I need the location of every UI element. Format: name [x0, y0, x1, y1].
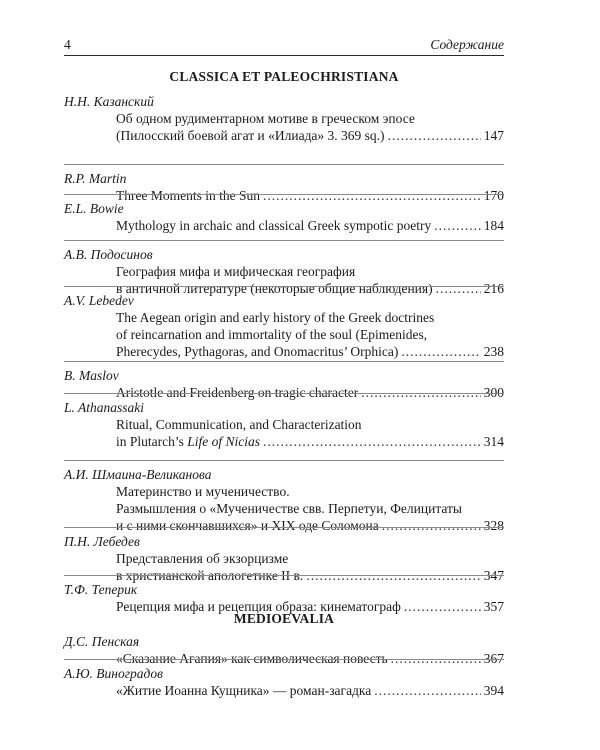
entry-page-number[interactable]: 238 [483, 344, 504, 359]
entry-title-line: The Aegean origin and early history of the Greek doctrines [116, 310, 435, 325]
entry-title-line: Размышления о «Мученичестве свв. Перпетуи, Фелицитаты [116, 501, 462, 516]
toc-entry[interactable] [64, 665, 504, 699]
entry-author: Д.С. Пенская [64, 634, 140, 649]
entry-author: A.V. Lebedev [64, 293, 134, 308]
entry-page-number[interactable]: 314 [483, 434, 504, 449]
entry-author: E.L. Bowie [64, 201, 124, 216]
entry-title-line-text: Рецепция мифа и рецепция образа: кинематограф [116, 599, 401, 614]
toc-entry[interactable] [64, 533, 504, 584]
toc-entry[interactable] [64, 633, 504, 667]
section-title: CLASSICA ET PALEOCHRISTIANA [169, 69, 399, 84]
entry-author: L. Athanassaki [64, 400, 145, 415]
entry-page-number[interactable]: 170 [483, 188, 504, 203]
entry-author: А.Ю. Виноградов [64, 666, 163, 681]
entry-title-line-text: Aristotle and Freidenberg on tragic character [116, 385, 359, 400]
entry-title-line-text: «Сказание Агапия» как символическая повесть [116, 651, 388, 666]
page-header [64, 37, 504, 55]
entry-page-number[interactable]: 394 [483, 683, 504, 698]
toc-entry[interactable] [64, 367, 504, 401]
entry-title-text [116, 127, 385, 144]
entry-author: П.Н. Лебедев [64, 534, 140, 549]
entry-page-number[interactable]: 300 [483, 385, 504, 400]
entry-author: Н.Н. Казанский [64, 94, 154, 109]
entry-author: А.И. Шмаина-Великанова [64, 467, 212, 482]
entry-title-line-text: Three Moments in the Sun [116, 188, 260, 203]
entry-title-line: of reincarnation and immortality of the soul (Epimenides, [116, 327, 428, 342]
entry-page-number[interactable]: 357 [483, 599, 504, 614]
entry-title-line-text: в античной литературе (некоторые общие наблюдения) [116, 281, 433, 296]
entry-title-line: Представления об экзорцизме [116, 551, 289, 566]
entry-author: B. Maslov [64, 368, 119, 383]
entry-title-line-text: и с ними скончавшихся» и XIX оде Соломона [116, 518, 379, 533]
entry-page-number[interactable]: 184 [483, 218, 504, 233]
entry-title-text [116, 217, 431, 234]
toc-entry[interactable] [64, 581, 504, 615]
entry-page-number[interactable]: 367 [483, 651, 504, 666]
entry-title-line [64, 433, 504, 450]
dot-leader [263, 433, 481, 450]
entry-title-italic: Life of Nicias [187, 434, 261, 449]
entry-page-number[interactable]: 347 [483, 568, 504, 583]
entry-divider [64, 286, 504, 287]
dot-leader [388, 127, 481, 144]
entry-title-line: География мифа и мифическая география [116, 264, 356, 279]
entry-divider [64, 460, 504, 461]
entry-title-line-text: Pherecydes, Pythagoras, and Onomacritus’ Orphica) [116, 344, 399, 359]
entry-divider [64, 164, 504, 165]
section-title: MEDIOEVALIA [233, 611, 335, 626]
entry-author: R.P. Martin [64, 171, 127, 186]
entry-divider [64, 194, 504, 195]
entry-title-line [64, 682, 504, 699]
page-number: 4 [64, 37, 71, 52]
toc-entry[interactable] [64, 200, 504, 234]
running-title: Содержание [430, 37, 504, 52]
dot-leader [401, 343, 480, 360]
entry-title-line: Ritual, Communication, and Characterization [116, 417, 362, 432]
entry-title-line-text: in Plutarch’s [116, 434, 188, 449]
toc-entry[interactable] [64, 170, 504, 204]
dot-leader [374, 682, 480, 699]
entry-title-line-text: Mythology in archaic and classical Greek sympotic poetry [116, 218, 432, 233]
entry-page-number[interactable]: 147 [483, 128, 504, 143]
entry-divider [64, 240, 504, 241]
toc-entry[interactable] [64, 246, 504, 297]
entry-title-line-text: в христианской апологетике II в. [116, 568, 304, 583]
entry-page-number[interactable]: 216 [483, 281, 504, 296]
dot-leader [434, 217, 480, 234]
entry-divider [64, 393, 504, 394]
entry-title-text [116, 517, 379, 534]
dot-leader [382, 517, 481, 534]
header-divider [64, 55, 504, 56]
toc-entry[interactable] [64, 466, 504, 534]
entry-title-text [116, 433, 260, 450]
entry-divider [64, 527, 504, 528]
entry-title-text [116, 343, 398, 360]
toc-entry[interactable] [64, 93, 504, 144]
entry-title-line [64, 127, 504, 144]
entry-divider [64, 659, 504, 660]
entry-divider [64, 361, 504, 362]
toc-entry[interactable] [64, 292, 504, 360]
entry-page-number[interactable]: 328 [483, 518, 504, 533]
entry-author: Т.Ф. Теперик [64, 582, 138, 597]
entry-title-text [116, 682, 371, 699]
entry-title-line [64, 343, 504, 360]
entry-title-line: Материнство и мученичество. [116, 484, 290, 499]
entry-divider [64, 575, 504, 576]
entry-title-line-text: «Житие Иоанна Кущника» — роман-загадка [116, 683, 372, 698]
entry-title-line: Об одном рудиментарном мотиве в греческом эпосе [116, 111, 415, 126]
entry-title-line-text: (Пилосский боевой агат и «Илиада» 3. 369 sq.) [116, 128, 385, 143]
entry-title-line [64, 517, 504, 534]
toc-entry[interactable] [64, 399, 504, 450]
entry-author: А.В. Подосинов [64, 247, 153, 262]
entry-title-line [64, 217, 504, 234]
